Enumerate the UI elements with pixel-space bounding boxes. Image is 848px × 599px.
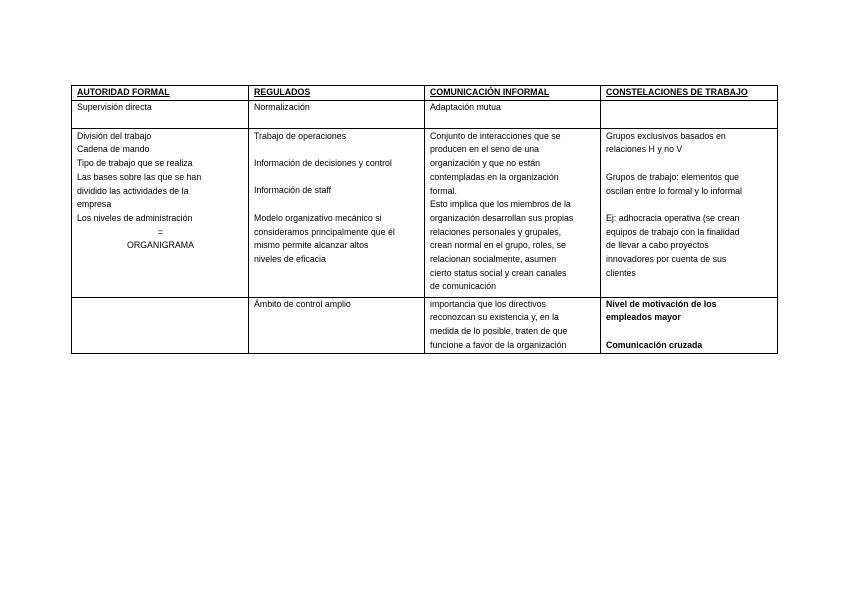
text-line: crean normal en el grupo, roles, se xyxy=(430,240,566,251)
table-row xyxy=(72,297,778,353)
text-line: Comunicación cruzada xyxy=(606,339,703,350)
cell-constelaciones-details xyxy=(601,128,778,297)
text-line: consideramos principalmente que él xyxy=(254,226,395,237)
header-row xyxy=(72,86,778,101)
text-line: reconozcan su existencia y, en la xyxy=(430,312,559,323)
organigrama-label: ORGANIGRAMA xyxy=(127,240,194,251)
cell-motivacion xyxy=(601,297,778,353)
text-line: Grupos exclusivos basados en xyxy=(606,130,726,141)
text-line: Nivel de motivación de los xyxy=(606,298,717,309)
text-line: Tipo de trabajo que se realiza xyxy=(77,158,193,169)
text-line: Conjunto de interacciones que se xyxy=(430,130,561,141)
cell-empty xyxy=(72,297,249,353)
text-line: niveles de eficacia xyxy=(254,253,326,264)
text-line: formal. xyxy=(430,185,457,196)
text-line: empresa xyxy=(77,199,112,210)
text-line: División del trabajo xyxy=(77,130,152,141)
text-line: Grupos de trabajo: elementos que xyxy=(606,171,740,182)
equals-sign: = xyxy=(157,226,164,237)
text-line: organización y que no están xyxy=(430,158,541,169)
cell-comunicacion-details xyxy=(425,128,601,297)
text-line: Trabajo de operaciones xyxy=(254,130,347,141)
text-line: organización desarrollan sus propias xyxy=(430,212,574,223)
header-constelaciones-trabajo: CONSTELACIONES DE TRABAJO xyxy=(601,86,778,101)
text-line: equipos de trabajo con la finalidad xyxy=(606,226,740,237)
header-regulados: REGULADOS xyxy=(249,86,425,101)
text-line: Cadena de mando xyxy=(77,144,150,155)
cell-autoridad-details xyxy=(72,128,249,297)
table-row xyxy=(72,100,778,128)
text-line: relacionan socialmente, asumen xyxy=(430,254,557,265)
cell-importancia-directivos xyxy=(425,297,601,353)
text-line: dividido las actividades de la xyxy=(77,185,189,196)
text-line: de comunicación xyxy=(430,281,497,292)
text-line: contempladas en la organización xyxy=(430,171,559,182)
text-line: innovadores por cuenta de sus xyxy=(606,254,727,264)
table-row xyxy=(72,128,778,297)
text-line: Los niveles de administración xyxy=(77,212,193,223)
text-line: mismo permite alcanzar altos xyxy=(254,240,369,251)
text-line: de llevar a cabo proyectos xyxy=(606,240,709,251)
cell-supervision-directa: Supervisión directa xyxy=(72,100,249,128)
concepts-table xyxy=(71,85,778,354)
cell-adaptacion-mutua: Adaptación mutua xyxy=(425,100,601,128)
text-line: clientes xyxy=(606,267,636,278)
text-line: Información de decisiones y control xyxy=(254,158,392,169)
text-line: relaciones personales y grupales, xyxy=(430,226,562,237)
text-line: Esto implica que los miembros de la xyxy=(430,199,571,210)
text-line: medida de lo posible, traten de que xyxy=(430,326,568,337)
text-line: funcione a favor de la organización xyxy=(430,339,567,350)
text-line: empleados mayor xyxy=(606,312,681,323)
cell-ambito-control xyxy=(249,297,425,353)
cell-regulados-details xyxy=(249,128,425,297)
text-line: Información de staff xyxy=(254,185,332,196)
text-line: cierto status social y crean canales xyxy=(430,267,567,278)
header-comunicacion-informal: COMUNICACIÓN INFORMAL xyxy=(425,86,601,101)
text-line: producen en el seno de una xyxy=(430,144,540,155)
text-line: oscilan entre lo formal y lo informal xyxy=(606,185,742,196)
header-autoridad-formal: AUTORIDAD FORMAL xyxy=(72,86,249,101)
cell-normalizacion: Normalización xyxy=(249,100,425,128)
text-line: relaciones H y no V xyxy=(606,144,683,155)
text-line: Ámbito de control amplio xyxy=(254,298,351,309)
text-line: Modelo organizativo mecánico si xyxy=(254,212,382,223)
text-line: Las bases sobre las que se han xyxy=(77,171,202,182)
text-line: importancia que los directivos xyxy=(430,298,546,309)
text-line: Ej: adhocracia operativa (se crean xyxy=(606,212,740,223)
cell-empty xyxy=(601,100,778,128)
